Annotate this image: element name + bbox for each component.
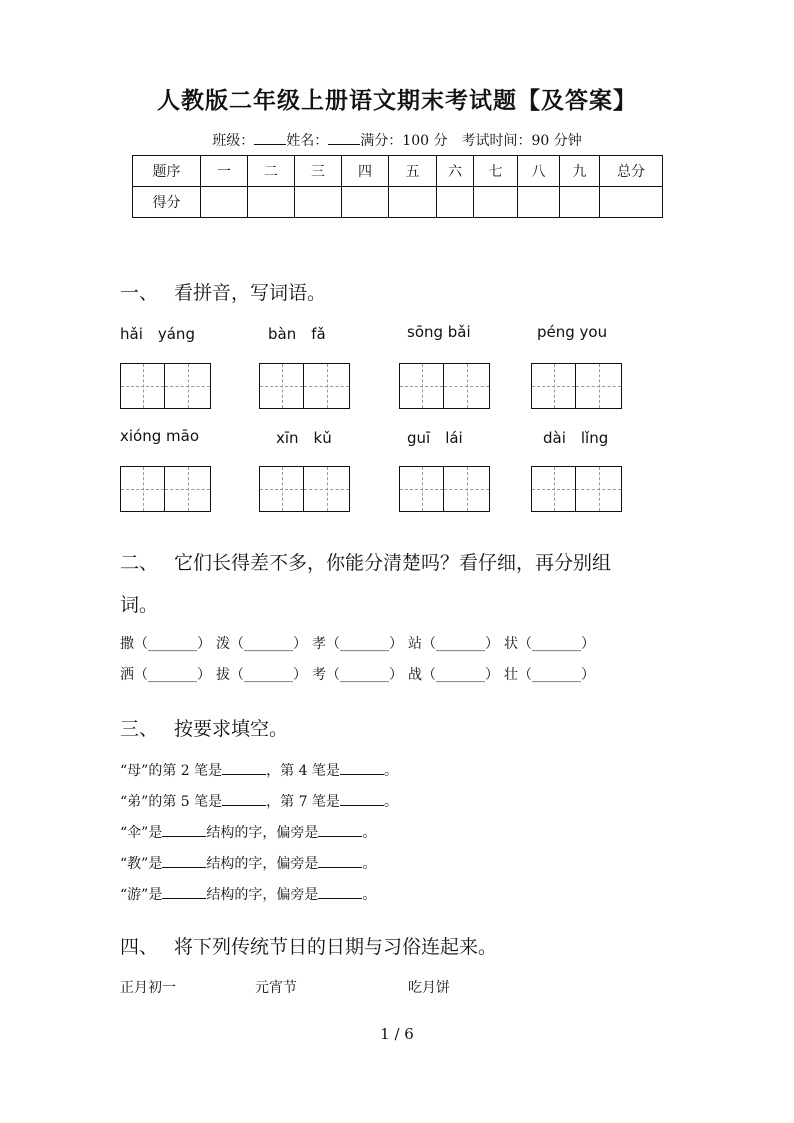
answer-blank[interactable] xyxy=(162,855,206,868)
writing-grid[interactable] xyxy=(399,363,490,409)
score-header-cell: 题序 xyxy=(133,156,201,187)
word-pair-item[interactable]: 孝（_______） xyxy=(312,636,403,652)
score-row-label: 得分 xyxy=(133,187,201,218)
festival-item[interactable]: 元宵节 xyxy=(255,980,297,996)
word-pair-item[interactable]: 壮（_______） xyxy=(504,667,595,683)
score-value-cell[interactable] xyxy=(437,187,474,218)
page-number: 1 / 6 xyxy=(380,1025,414,1043)
score-value-cell[interactable] xyxy=(518,187,560,218)
grid-cell[interactable] xyxy=(444,466,490,512)
grid-cell[interactable] xyxy=(576,466,622,512)
score-value-cell[interactable] xyxy=(389,187,437,218)
writing-grid[interactable] xyxy=(259,363,350,409)
pinyin: hǎi yáng xyxy=(120,325,195,343)
score-value-cell[interactable] xyxy=(600,187,663,218)
answer-blank[interactable] xyxy=(162,886,206,899)
answer-blank[interactable] xyxy=(318,855,362,868)
grid-cell[interactable] xyxy=(120,363,165,409)
page-title: 人教版二年级上册语文期末考试题【及答案】 xyxy=(157,87,637,114)
q2-row-1 xyxy=(120,633,600,653)
score-value-cell[interactable] xyxy=(560,187,600,218)
pinyin: sōng bǎi xyxy=(407,323,471,341)
pinyin: guī lái xyxy=(407,429,463,447)
word-pair-item[interactable]: 泼（_______） xyxy=(216,636,307,652)
grid-cell[interactable] xyxy=(304,363,350,409)
festival-item[interactable]: 吃月饼 xyxy=(408,980,450,996)
pinyin: péng you xyxy=(537,323,608,341)
q2-row-2 xyxy=(120,664,600,684)
q3-line: “游”是 结构的字，偏旁是 。 xyxy=(120,887,377,903)
q3-number: 三、 xyxy=(120,718,159,740)
writing-grid[interactable] xyxy=(531,363,622,409)
grid-cell[interactable] xyxy=(444,363,490,409)
score-header-cell: 三 xyxy=(295,156,342,187)
name-label: 姓名： xyxy=(286,133,329,149)
pinyin: dài lǐng xyxy=(543,429,609,447)
writing-grid[interactable] xyxy=(531,466,622,512)
writing-grid[interactable] xyxy=(120,363,211,409)
grid-cell[interactable] xyxy=(259,363,304,409)
q4-title: 将下列传统节日的日期与习俗连起来。 xyxy=(174,936,498,958)
class-label: 班级： xyxy=(212,133,255,149)
grid-cell[interactable] xyxy=(259,466,304,512)
score-header-cell: 一 xyxy=(201,156,248,187)
pinyin: bàn fǎ xyxy=(268,325,326,343)
score-value-cell[interactable] xyxy=(248,187,295,218)
grid-cell[interactable] xyxy=(399,363,444,409)
grid-cell[interactable] xyxy=(120,466,165,512)
answer-blank[interactable] xyxy=(340,793,384,806)
word-pair-item[interactable]: 站（_______） xyxy=(408,636,499,652)
name-blank[interactable] xyxy=(328,132,360,145)
q2-heading xyxy=(120,548,611,575)
score-header-cell: 六 xyxy=(437,156,474,187)
writing-grid[interactable] xyxy=(259,466,350,512)
grid-cell[interactable] xyxy=(531,363,576,409)
exam-time: 考试时间：90 分钟 xyxy=(461,133,582,149)
grid-cell[interactable] xyxy=(399,466,444,512)
q3-title: 按要求填空。 xyxy=(174,718,289,740)
word-pair-item[interactable]: 撒（_______） xyxy=(120,636,211,652)
grid-cell[interactable] xyxy=(304,466,350,512)
writing-grid[interactable] xyxy=(120,466,211,512)
score-value-row xyxy=(133,187,663,218)
q2-number: 二、 xyxy=(120,552,159,574)
q3-line: “教”是 结构的字，偏旁是 。 xyxy=(120,856,377,872)
q2-title: 它们长得差不多，你能分清楚吗？看仔细，再分别组 xyxy=(174,552,612,574)
score-header-cell: 四 xyxy=(342,156,389,187)
word-pair-item[interactable]: 考（_______） xyxy=(312,667,403,683)
score-header-row xyxy=(133,156,663,187)
class-blank[interactable] xyxy=(254,132,286,145)
answer-blank[interactable] xyxy=(340,762,384,775)
score-header-cell: 九 xyxy=(560,156,600,187)
answer-blank[interactable] xyxy=(222,793,266,806)
grid-cell[interactable] xyxy=(165,363,211,409)
q2-title-cont: 词。 xyxy=(120,594,159,616)
answer-blank[interactable] xyxy=(318,824,362,837)
full-score: 满分：100 分 xyxy=(360,133,448,149)
writing-grid[interactable] xyxy=(399,466,490,512)
q3-line: “弟”的第 5 笔是 ，第 7 笔是 。 xyxy=(120,794,398,810)
score-value-cell[interactable] xyxy=(295,187,342,218)
festival-item[interactable]: 正月初一 xyxy=(120,980,176,996)
pinyin: xióng māo xyxy=(120,427,199,445)
grid-cell[interactable] xyxy=(531,466,576,512)
q1-heading xyxy=(120,278,326,305)
grid-cell[interactable] xyxy=(165,466,211,512)
q3-line: “伞”是 结构的字，偏旁是 。 xyxy=(120,825,377,841)
exam-info xyxy=(0,130,794,150)
answer-blank[interactable] xyxy=(222,762,266,775)
word-pair-item[interactable]: 状（_______） xyxy=(504,636,595,652)
score-header-cell: 八 xyxy=(518,156,560,187)
q4-heading xyxy=(120,932,497,959)
word-pair-item[interactable]: 战（_______） xyxy=(408,667,499,683)
score-value-cell[interactable] xyxy=(342,187,389,218)
q1-title: 看拼音，写词语。 xyxy=(174,282,327,304)
score-header-cell: 总分 xyxy=(600,156,663,187)
answer-blank[interactable] xyxy=(318,886,362,899)
score-value-cell[interactable] xyxy=(201,187,248,218)
q1-number: 一、 xyxy=(120,282,159,304)
word-pair-item[interactable]: 拔（_______） xyxy=(216,667,307,683)
word-pair-item[interactable]: 洒（_______） xyxy=(120,667,211,683)
score-value-cell[interactable] xyxy=(474,187,518,218)
q4-number: 四、 xyxy=(120,936,159,958)
score-header-cell: 二 xyxy=(248,156,295,187)
q3-line: “母”的第 2 笔是 ，第 4 笔是 。 xyxy=(120,763,398,779)
score-header-cell: 五 xyxy=(389,156,437,187)
score-table xyxy=(132,155,663,218)
answer-blank[interactable] xyxy=(162,824,206,837)
q3-heading xyxy=(120,714,288,741)
grid-cell[interactable] xyxy=(576,363,622,409)
score-header-cell: 七 xyxy=(474,156,518,187)
pinyin: xīn kǔ xyxy=(276,429,332,447)
